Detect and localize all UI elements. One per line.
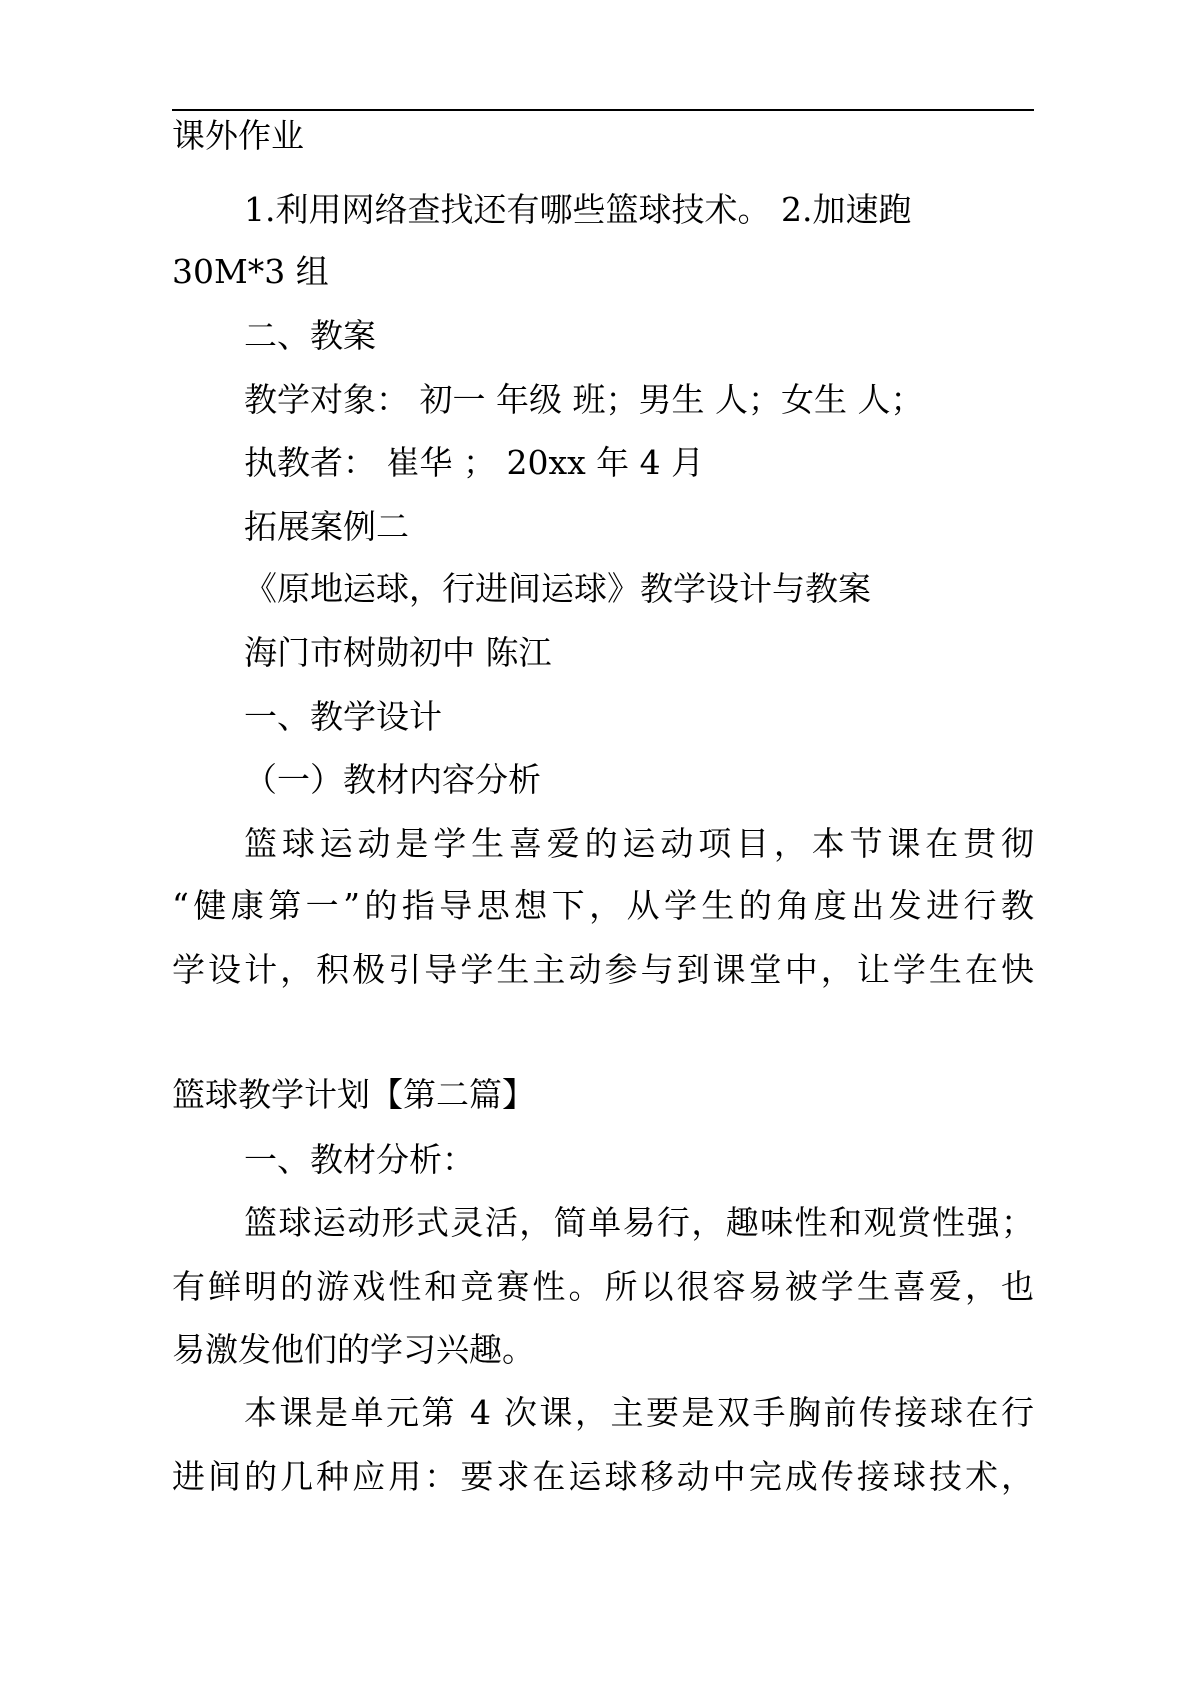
header-rule <box>172 109 1034 111</box>
extended-case-heading: 拓展案例二 <box>244 507 409 546</box>
homework-heading: 课外作业 <box>172 116 304 155</box>
paragraph-line: 篮球运动形式灵活，简单易行，趣味性和观赏性强； <box>244 1203 1034 1242</box>
lesson-title: 《原地运球，行进间运球》教学设计与教案 <box>244 569 871 608</box>
lesson-plan-heading: 二、教案 <box>244 316 376 355</box>
design-heading: 一、教学设计 <box>244 697 442 736</box>
paragraph-line: 有鲜明的游戏性和竞赛性。所以很容易被学生喜爱，也 <box>172 1267 1034 1306</box>
paragraph-line: 进间的几种应用：要求在运球移动中完成传接球技术， <box>172 1457 1034 1496</box>
paragraph-line: “健康第一”的指导思想下，从学生的角度出发进行教 <box>172 886 1034 925</box>
paragraph-line: 本课是单元第 4 次课，主要是双手胸前传接球在行 <box>244 1393 1034 1432</box>
paragraph-line: 篮球运动是学生喜爱的运动项目，本节课在贯彻 <box>244 824 1034 863</box>
analysis-heading: （一）教材内容分析 <box>244 760 541 799</box>
teaching-target: 教学对象： 初一 年级 班；男生 人；女生 人； <box>244 380 924 419</box>
paragraph-line: 易激发他们的学习兴趣。 <box>172 1330 535 1369</box>
instructor-line: 执教者： 崔华 ； 20xx 年 4 月 <box>244 443 705 482</box>
homework-line-1: 1.利用网络查找还有哪些篮球技术。 2.加速跑 <box>244 190 912 229</box>
section-heading: 篮球教学计划【第二篇】 <box>172 1075 535 1114</box>
homework-line-2: 30M*3 组 <box>172 252 329 291</box>
paragraph-line: 学设计，积极引导学生主动参与到课堂中，让学生在快 <box>172 950 1034 989</box>
material-analysis-heading: 一、教材分析： <box>244 1140 475 1179</box>
school-author: 海门市树勋初中 陈江 <box>244 633 552 672</box>
